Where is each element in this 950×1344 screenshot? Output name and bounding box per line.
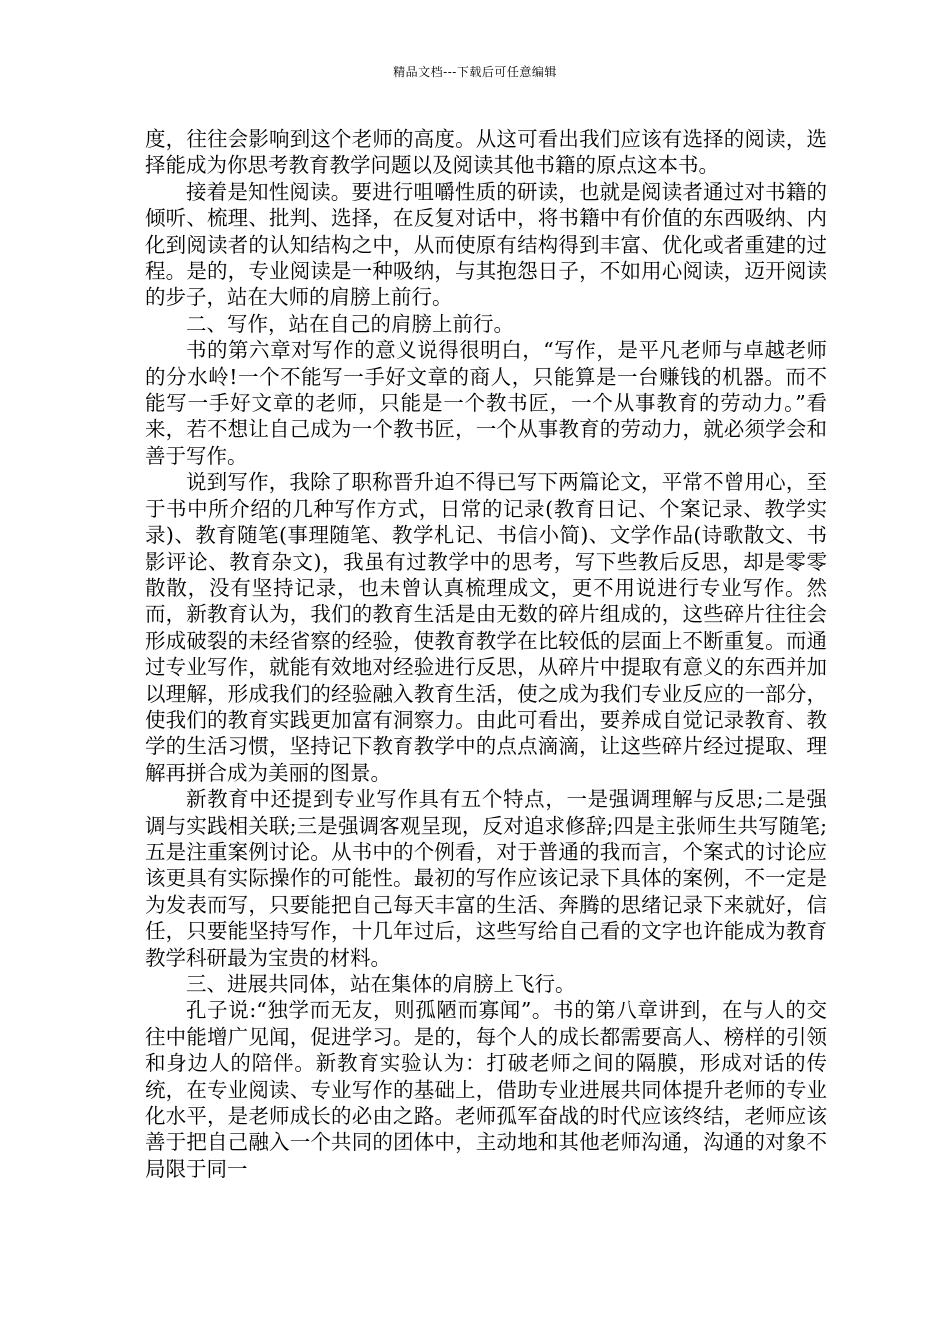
page-header: 精品文档---下载后可任意编辑	[393, 65, 557, 79]
section-heading-writing: 二、写作，站在自己的肩膀上前行。	[186, 311, 514, 336]
paragraph-5: 新教育中还提到专业写作具有五个特点，一是强调理解与反思;二是强调与实践相关联;三是强调客观呈现，反对追求修辞;四是主张师生共写随笔;五是注重案例讨论。从书中的个例看，对于普通的我而言，个案式的讨论应该更具有实际操作的可能性。最初的写作应该记录下具体的案例，不一定是为发表而写，只要能把自己每天丰富的生活、奔腾的思绪记录下来就好，信任，只要能坚持写作，十几年过后，这些写给自己看的文字也许能成为教育教学科研最为宝贵的材料。	[145, 787, 827, 970]
paragraph-2: 接着是知性阅读。要进行咀嚼性质的研读，也就是阅读者通过对书籍的倾听、梳理、批判、选择，在反复对话中，将书籍中有价值的东西吸纳、内化到阅读者的认知结构之中，从而使原有结构得到丰富、优化或者重建的过程。是的，专业阅读是一种吸纳，与其抱怨日子，不如用心阅读，迈开阅读的步子，站在大师的肩膀上前行。	[145, 179, 827, 310]
paragraph-4: 说到写作，我除了职称晋升迫不得已写下两篇论文，平常不曾用心，至于书中所介绍的几种写作方式，日常的记录(教育日记、个案记录、教学实录)、教育随笔(事理随笔、教学札记、书信小简)、文学作品(诗歌散文、书影评论、教育杂文)，我虽有过教学中的思考，写下些教后反思，却是零零散散，没有坚持记录，也未曾认真梳理成文，更不用说进行专业写作。然而，新教育认为，我们的教育生活是由无数的碎片组成的，这些碎片往往会形成破裂的未经省察的经验，使教育教学在比较低的层面上不断重复。而通过专业写作，就能有效地对经验进行反思，从碎片中提取有意义的东西并加以理解，形成我们的经验融入教育生活，使之成为我们专业反应的一部分，使我们的教育实践更加富有洞察力。由此可看出，要养成自觉记录教育、教学的生活习惯，坚持记下教育教学中的点点滴滴，让这些碎片经过提取、理解再拼合成为美丽的图景。	[145, 470, 827, 785]
paragraph-1: 度，往往会影响到这个老师的高度。从这可看出我们应该有选择的阅读，选择能成为你思考教育教学问题以及阅读其他书籍的原点这本书。	[145, 127, 827, 178]
paragraph-6: 孔子说:“独学而无友，则孤陋而寡闻”。书的第八章讲到，在与人的交往中能增广见闻，促进学习。是的，每个人的成长都需要高人、榜样的引领和身边人的陪伴。新教育实验认为：打破老师之间的隔膜，形成对话的传统，在专业阅读、专业写作的基础上，借助专业进展共同体提升老师的专业化水平，是老师成长的必由之路。老师孤军奋战的时代应该终结，老师应该善于把自己融入一个共同的团体中，主动地和其他老师沟通，沟通的对象不局限于同一	[145, 998, 827, 1181]
section-heading-community: 三、进展共同体，站在集体的肩膀上飞行。	[186, 972, 576, 996]
paragraph-3: 书的第六章对写作的意义说得很明白，“写作，是平凡老师与卓越老师的分水岭!一个不能写一手好文章的商人，只能算是一台赚钱的机器。而不能写一手好文章的老师，只能是一个教书匠，一个从事教育的劳动力。”看来，若不想让自己成为一个教书匠，一个从事教育的劳动力，就必须学会和善于写作。	[145, 338, 827, 468]
document-body	[145, 126, 827, 1182]
